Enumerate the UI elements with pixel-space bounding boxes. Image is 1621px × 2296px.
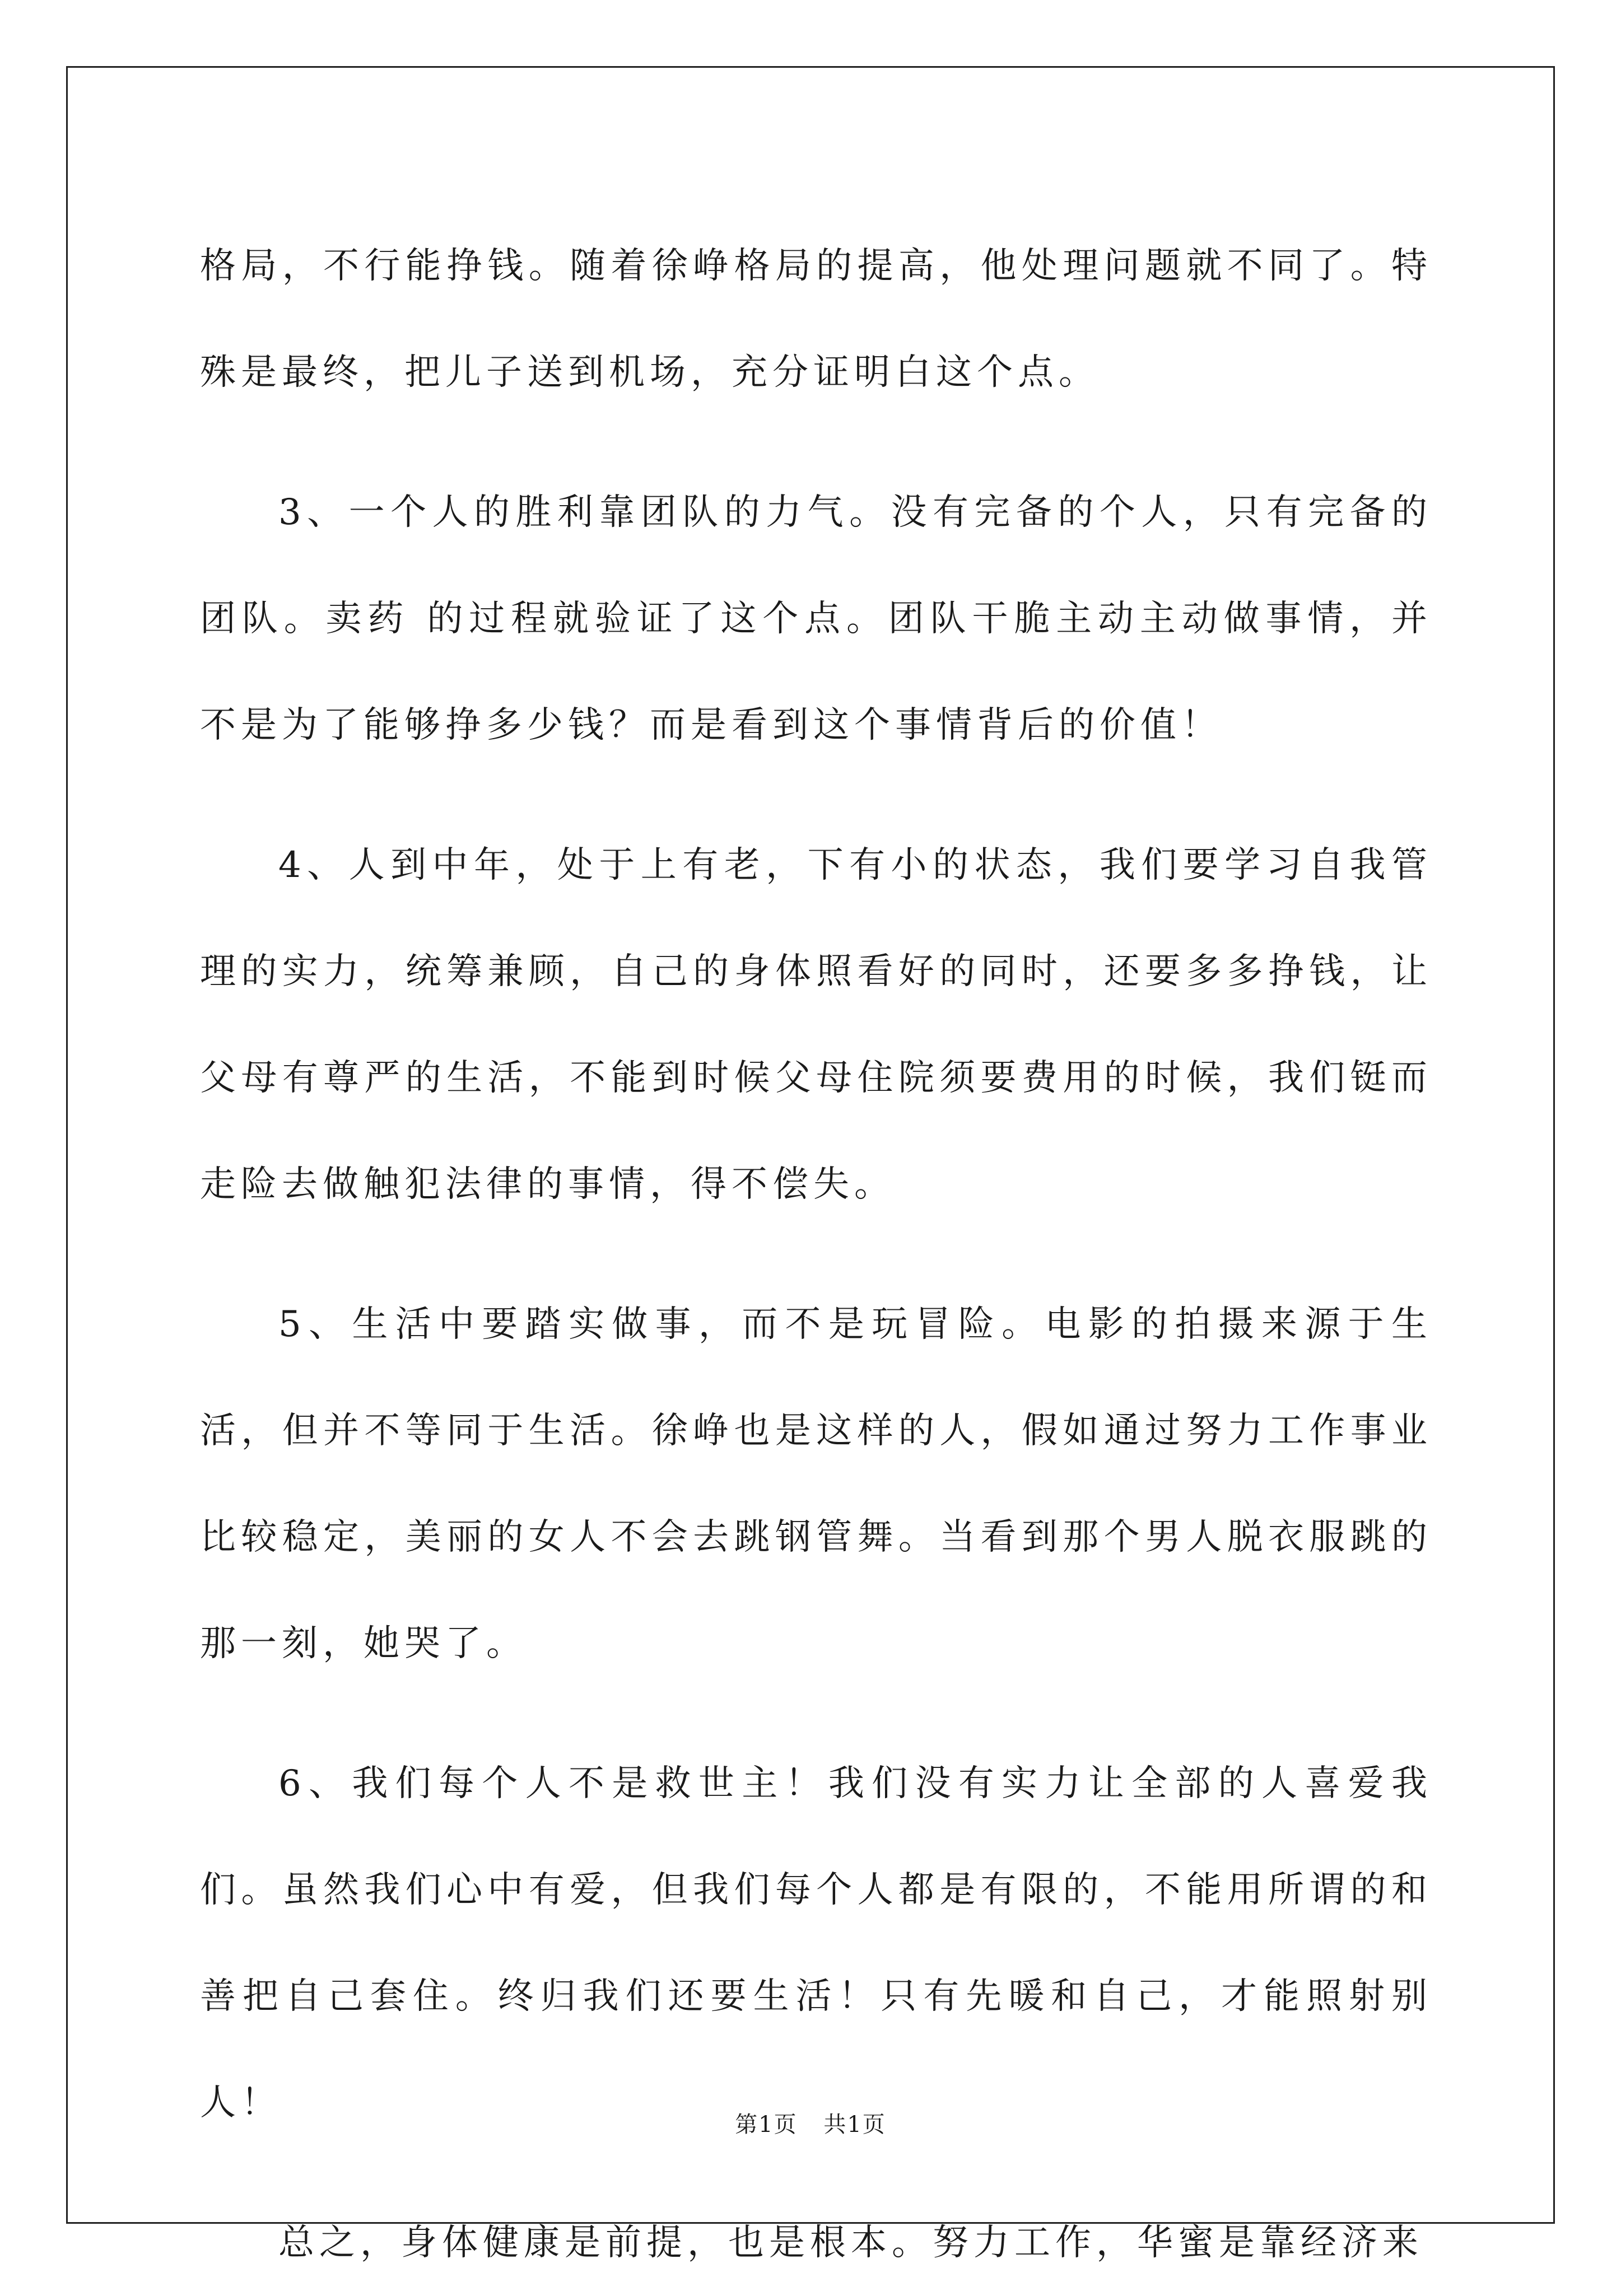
paragraph-1: 格局，不行能挣钱。随着徐峥格局的提高，他处理问题就不同了。特殊是最终，把儿子送到机场，充分证明白这个点。	[200, 245, 1432, 393]
paragraph-5: 6、我们每个人不是救世主！我们没有实力让全部的人喜爱我们。虽然我们心中有爱，但我们每个人都是有限的，不能用所谓的和善把自己套住。终归我们还要生活！只有先暖和自己，才能照射别人！	[200, 1763, 1432, 2124]
document-body	[200, 213, 1432, 2296]
paragraph-2: 3、一个人的胜利靠团队的力气。没有完备的个人，只有完备的团队。卖药 的过程就验证了这个点。团队干脆主动主动做事情，并不是为了能够挣多少钱？而是看到这个事情背后的价值！	[200, 492, 1432, 746]
page-total: 共1页	[823, 2112, 886, 2138]
page-number: 第1页	[735, 2112, 798, 2138]
paragraph-6: 总之，身体健康是前提，也是根本。努力工作，华蜜是靠经济来	[278, 2222, 1423, 2264]
paragraph-3: 4、人到中年，处于上有老，下有小的状态，我们要学习自我管理的实力，统筹兼顾，自己的身体照看好的同时，还要多多挣钱，让父母有尊严的生活，不能到时候父母住院须要费用的时候，我们铤而走险去做触犯法律的事情，得不偿失。	[200, 844, 1432, 1205]
page-footer	[0, 2107, 1621, 2139]
paragraph-4: 5、生活中要踏实做事，而不是玩冒险。电影的拍摄来源于生活，但并不等同于生活。徐峥也是这样的人，假如通过努力工作事业比较稳定，美丽的女人不会去跳钢管舞。当看到那个男人脱衣服跳的那一刻，她哭了。	[200, 1304, 1432, 1664]
